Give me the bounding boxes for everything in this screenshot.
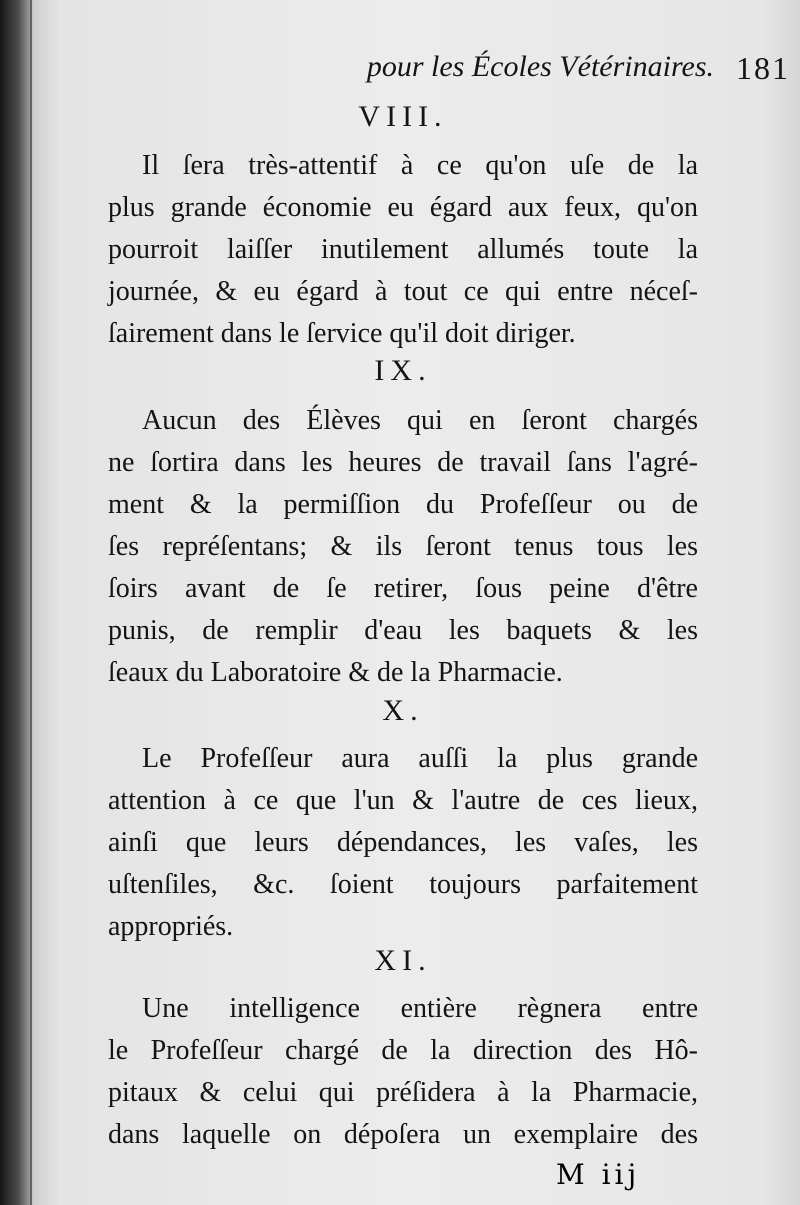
- text-line: uſtenſiles, &c. ſoient toujours parfaitement: [108, 869, 698, 900]
- text-line: ment & la permiſſion du Profeſſeur ou de: [108, 489, 698, 520]
- text-line: Aucun des Élèves qui en ſeront chargés: [142, 405, 698, 436]
- text-line: Une intelligence entière règnera entre: [142, 993, 698, 1024]
- text-line: ainſi que leurs dépendances, les vaſes, les: [108, 827, 698, 858]
- section-paragraph: [108, 400, 698, 694]
- text-line: journée, & eu égard à tout ce qui entre néceſ-: [108, 276, 698, 307]
- signature-mark: M iij: [556, 1158, 641, 1191]
- section-heading: IX.: [374, 354, 432, 387]
- text-line: ne ſortira dans les heures de travail ſans l'agré-: [108, 447, 698, 478]
- text-line: dans laquelle on dépoſera un exemplaire des: [108, 1119, 698, 1150]
- text-line: pourroit laiſſer inutilement allumés toute la: [108, 234, 698, 265]
- text-line: pitaux & celui qui préſidera à la Pharmacie,: [108, 1077, 698, 1108]
- text-line: appropriés.: [108, 911, 234, 942]
- section-paragraph: [108, 738, 698, 948]
- text-line: attention à ce que l'un & l'autre de ces lieux,: [108, 785, 698, 816]
- section-heading: X.: [382, 694, 424, 727]
- section-heading: XI.: [374, 944, 432, 977]
- section-paragraph: [108, 145, 698, 355]
- page-number: 181: [736, 50, 790, 86]
- section-heading: VIII.: [358, 100, 448, 133]
- text-line: ſes repréſentans; & ils ſeront tenus tous les: [108, 531, 698, 562]
- book-gutter: [0, 0, 30, 1205]
- text-line: ſairement dans le ſervice qu'il doit diriger.: [108, 318, 576, 349]
- text-line: plus grande économie eu égard aux feux, qu'on: [108, 192, 698, 223]
- text-line: Le Profeſſeur aura auſſi la plus grande: [142, 743, 698, 774]
- text-line: ſoirs avant de ſe retirer, ſous peine d'être: [108, 573, 698, 604]
- text-line: Il ſera très-attentif à ce qu'on uſe de la: [142, 150, 698, 181]
- text-line: punis, de remplir d'eau les baquets & les: [108, 615, 698, 646]
- text-line: ſeaux du Laboratoire & de la Pharmacie.: [108, 657, 563, 688]
- section-paragraph: [108, 988, 698, 1156]
- running-head: pour les Écoles Vétérinaires.: [366, 50, 714, 83]
- text-line: le Profeſſeur chargé de la direction des Hô-: [108, 1035, 698, 1066]
- page-edge: [30, 0, 32, 1205]
